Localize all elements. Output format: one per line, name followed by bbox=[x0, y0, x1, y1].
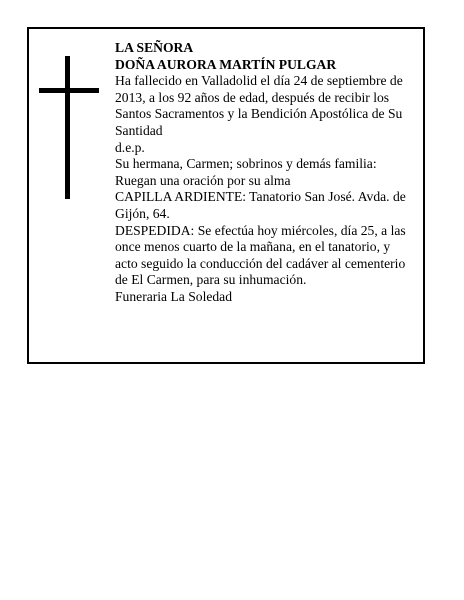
cross-vertical-bar bbox=[65, 56, 70, 199]
obituary-notice bbox=[27, 27, 425, 364]
rip-abbreviation: d.e.p. bbox=[115, 139, 145, 155]
deceased-name: DOÑA AURORA MARTÍN PULGAR bbox=[115, 56, 337, 72]
prayer-request: Ruegan una oración por su alma bbox=[115, 172, 291, 188]
family-line: Su hermana, Carmen; sobrinos y demás familia: bbox=[115, 156, 377, 172]
funeral-home: Funeraria La Soledad bbox=[115, 288, 233, 304]
cross-icon bbox=[39, 56, 101, 199]
farewell-info: DESPEDIDA: Se efectúa hoy miércoles, día 25, a las once menos cuarto de la mañana, en el tanatorio, y acto seguido la conducción del cadáver al cementerio de El Carmen, para su inhumación. bbox=[115, 222, 406, 288]
notice-title-line-1: LA SEÑORA bbox=[115, 40, 194, 55]
cross-horizontal-bar bbox=[39, 88, 99, 93]
death-statement: Ha fallecido en Valladolid el día 24 de septiembre de 2013, a los 92 años de edad, después de recibir los Santos Sacramentos y la Bendición Apostólica de Su Santidad bbox=[115, 73, 403, 138]
chapel-info: CAPILLA ARDIENTE: Tanatorio San José. Avda. de Gijón, 64. bbox=[115, 189, 406, 221]
notice-text bbox=[115, 40, 415, 306]
